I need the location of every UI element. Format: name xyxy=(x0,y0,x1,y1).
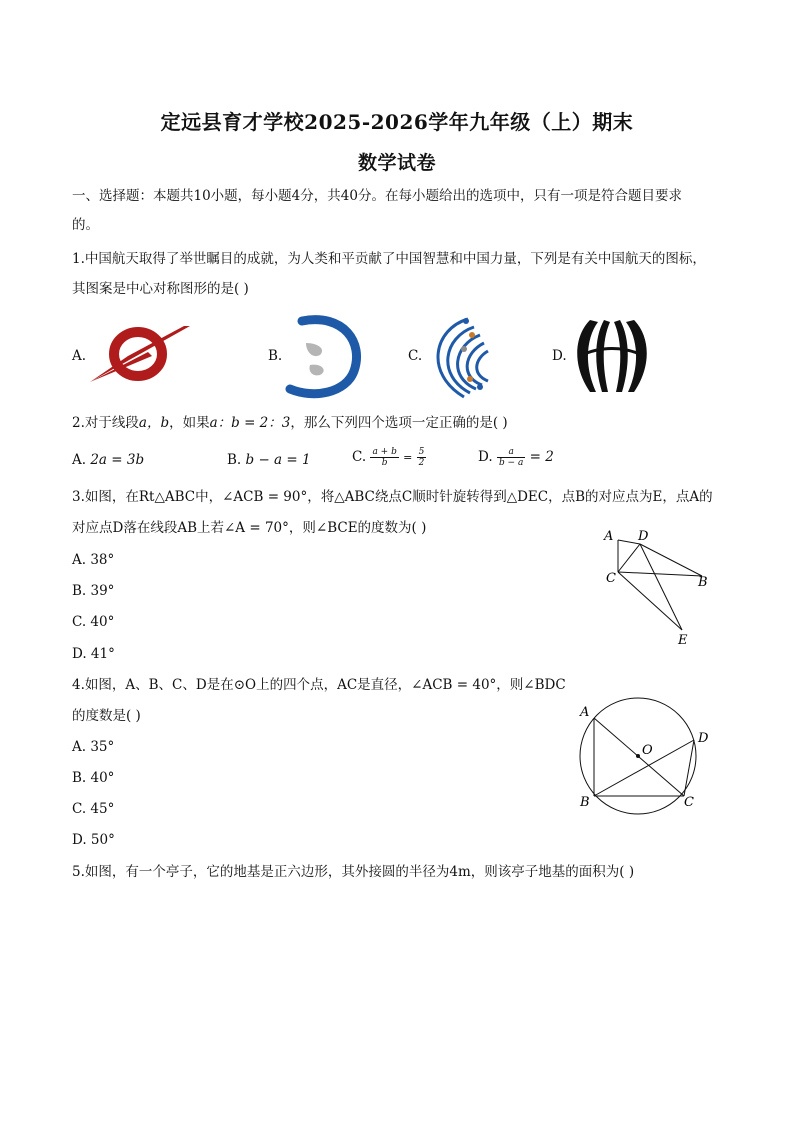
q3-option-c: C. 40° xyxy=(72,614,115,630)
q4-option-d: D. 50° xyxy=(72,832,115,848)
q2-stem-math2: a：b = 2：3 xyxy=(209,415,291,431)
q4-label-d: D xyxy=(698,731,709,746)
q2-option-d-rhs: = 2 xyxy=(529,449,554,465)
q2-option-c-eq-numerator: 5 xyxy=(418,447,425,457)
q2-option-d-label: D. xyxy=(478,449,493,465)
q2-stem-prefix: 2.对于线段 xyxy=(72,415,139,431)
q2-option-d-fraction xyxy=(497,447,525,468)
q1-logo-c-image xyxy=(424,313,504,401)
section-intro-line1: 一、选择题：本题共10小题，每小题4分，共40分。在每小题给出的选项中，只有一项是符合题目要求 xyxy=(72,188,682,204)
q3-option-d: D. 41° xyxy=(72,646,115,662)
exam-subtitle: 数学试卷 xyxy=(357,152,436,174)
q2-option-a-math: 2a = 3b xyxy=(90,452,145,468)
q4-line1: 4.如图，A、B、C、D是在⊙O上的四个点，AC是直径，∠ACB = 40°，则∠BDC xyxy=(72,677,566,693)
q2-stem-mid: ，如果 xyxy=(169,415,210,431)
section-intro-line2: 的。 xyxy=(72,217,99,233)
q2-option-b-math: b − a = 1 xyxy=(245,452,311,468)
q3-label-d: D xyxy=(638,529,649,544)
q3-option-a: A. 38° xyxy=(72,552,115,568)
q4-label-a: A xyxy=(580,705,590,720)
q4-label-b: B xyxy=(580,795,590,810)
q3-option-b: B. 39° xyxy=(72,583,115,599)
q4-line2: 的度数是( ) xyxy=(72,708,141,724)
q3-label-b: B xyxy=(698,575,708,590)
q2-option-c-fraction xyxy=(370,447,398,468)
q4-label-c: C xyxy=(684,795,694,810)
q1-option-a-label: A. xyxy=(72,348,87,364)
q2-option-a xyxy=(72,450,144,470)
q1-logo-d-image xyxy=(570,316,654,396)
q2-stem-suffix: ，那么下列四个选项一定正确的是( ) xyxy=(290,415,508,431)
q1-logo-a-image xyxy=(88,322,192,384)
q2-option-c-label: C. xyxy=(352,449,367,465)
q2-option-c-eq-fraction xyxy=(417,447,427,468)
exam-title: 定远县育才学校2025-2026学年九年级（上）期末 xyxy=(160,110,634,134)
q3-line1: 3.如图，在Rt△ABC中，∠ACB = 90°，将△ABC绕点C顺时针旋转得到△DEC，点B的对应点为E，点A的 xyxy=(72,489,713,505)
q3-label-e: E xyxy=(678,633,688,648)
q4-option-b: B. 40° xyxy=(72,770,115,786)
q3-line2: 对应点D落在线段AB上若∠A = 70°，则∠BCE的度数为( ) xyxy=(72,520,427,536)
q2-option-d-numerator: a xyxy=(497,447,525,458)
q2-option-c-denominator: b xyxy=(381,458,388,468)
q4-option-a: A. 35° xyxy=(72,739,115,755)
q2-option-c-eq-denominator: 2 xyxy=(418,458,425,468)
q5-line1: 5.如图，有一个亭子，它的地基是正六边形，其外接圆的半径为4m，则该亭子地基的面积为( ) xyxy=(72,864,635,880)
q1-logo-b-image xyxy=(284,313,364,399)
q1-option-d-label: D. xyxy=(552,348,567,364)
q2-option-c-numerator: a + b xyxy=(372,447,397,457)
q2-option-d xyxy=(478,447,554,468)
q2-option-a-label: A. xyxy=(72,452,87,468)
q1-line2: 其图案是中心对称图形的是( ) xyxy=(72,281,249,297)
q1-line1: 1.中国航天取得了举世瞩目的成就，为人类和平贡献了中国智慧和中国力量，下列是有关中国航天的图标， xyxy=(72,251,706,267)
q4-circle-figure xyxy=(572,692,718,816)
q4-label-o: O xyxy=(642,743,653,758)
q3-geometry-figure xyxy=(598,526,722,650)
q2-stem-math1: a，b xyxy=(138,415,170,431)
q3-label-c: C xyxy=(606,571,616,586)
q2-option-c: C. $\frac{a + b}{b}$ = $\frac{5}{2}$ xyxy=(352,447,425,468)
q2-stem xyxy=(72,413,508,433)
q1-option-c-label: C. xyxy=(408,348,423,364)
q2-option-b xyxy=(227,450,311,470)
q2-option-d-denominator: b − a xyxy=(498,458,524,468)
q3-label-a: A xyxy=(604,529,614,544)
q2-option-b-label: B. xyxy=(227,452,242,468)
q4-option-c: C. 45° xyxy=(72,801,115,817)
q1-option-b-label: B. xyxy=(268,348,283,364)
